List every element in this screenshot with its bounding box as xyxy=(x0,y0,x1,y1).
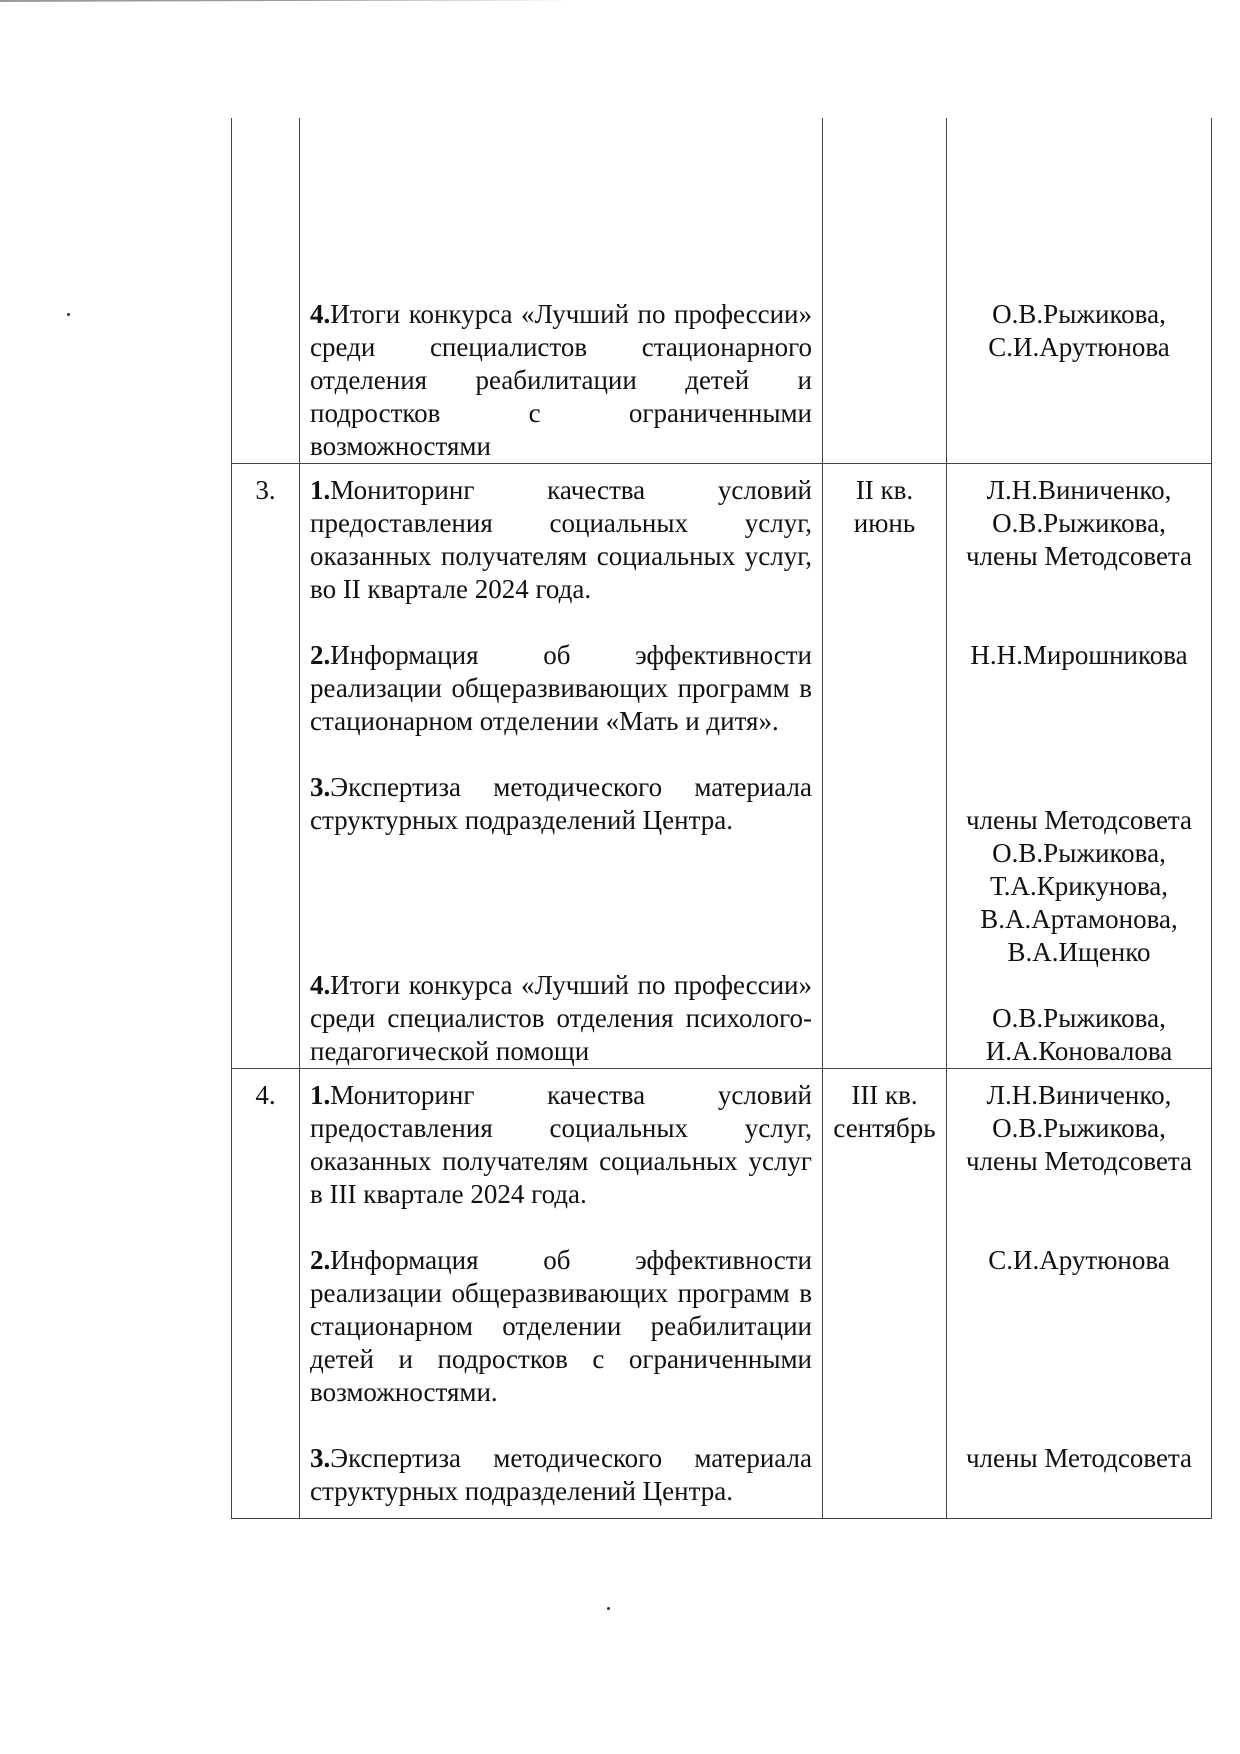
agenda-item-text: Итоги конкурса «Лучший по профессии» среди специалистов стационарного отделения реабилитации детей и подростков с ограниченными возможностями xyxy=(310,299,812,461)
responsible-line: Л.Н.Виниченко, xyxy=(986,475,1172,505)
agenda-item-text: Итоги конкурса «Лучший по профессии» среди специалистов отделения психолого-педагогической помощи xyxy=(310,970,812,1066)
term-month: сентябрь xyxy=(833,1113,936,1143)
spacer xyxy=(310,606,812,639)
scan-edge xyxy=(0,0,1240,6)
responsible-line: члены Методсовета xyxy=(965,1443,1193,1473)
agenda-item-text: Экспертиза методического материала структурных подразделений Центра. xyxy=(310,772,812,835)
agenda-item xyxy=(310,1079,812,1211)
agenda-cell xyxy=(300,464,823,1069)
row-number-cell xyxy=(232,1069,300,1519)
agenda-cell xyxy=(300,118,823,464)
table-row xyxy=(232,464,1212,1069)
responsible-line: члены Методсовета xyxy=(965,805,1193,835)
spacer xyxy=(951,1178,1207,1244)
responsible-line: О.В.Рыжикова, xyxy=(992,508,1166,538)
spacer xyxy=(310,1409,812,1442)
scan-speck xyxy=(67,313,70,316)
responsible-line: Т.А.Крикунова, xyxy=(989,871,1169,901)
table-row xyxy=(232,1069,1212,1519)
term-cell xyxy=(823,118,947,464)
spacer xyxy=(951,573,1207,639)
spacer xyxy=(951,1277,1207,1442)
agenda-item-number: 3. xyxy=(310,772,331,802)
agenda-item xyxy=(310,298,812,463)
agenda-item xyxy=(310,474,812,606)
responsible-line: Н.Н.Мирошникова xyxy=(970,640,1188,670)
term-quarter: III кв. xyxy=(851,1080,918,1110)
agenda-item-number: 4. xyxy=(310,970,331,1000)
agenda-item-text: Мониторинг качества условий предоставления социальных услуг, оказанных получателям социальных услуг, во II квартале 2024 года. xyxy=(310,475,812,604)
blank-space xyxy=(310,128,812,298)
agenda-item-number: 1. xyxy=(310,475,331,505)
agenda-item-text: Информация об эффективности реализации общеразвивающих программ в стационарном отделении «Мать и дитя». xyxy=(310,640,812,736)
spacer xyxy=(951,969,1207,1002)
spacer xyxy=(951,672,1207,804)
agenda-item-text: Информация об эффективности реализации общеразвивающих программ в стационарном отделении реабилитации детей и подростков с ограниченными возможностями. xyxy=(310,1245,812,1407)
responsible-line: И.А.Коновалова xyxy=(985,1036,1173,1066)
scan-speck xyxy=(607,1607,610,1610)
agenda-item xyxy=(310,969,812,1068)
agenda-item xyxy=(310,1442,812,1508)
agenda-item-number: 4. xyxy=(310,299,331,329)
spacer xyxy=(310,837,812,969)
row-number-cell xyxy=(232,118,300,464)
term-quarter: II кв. xyxy=(855,475,914,505)
agenda-item xyxy=(310,639,812,738)
agenda-item xyxy=(310,1244,812,1409)
agenda-item-text: Мониторинг качества условий предоставления социальных услуг, оказанных получателям социальных услуг в III квартале 2024 года. xyxy=(310,1080,812,1209)
row-number: 4. xyxy=(255,1080,276,1110)
responsible-line: О.В.Рыжикова, xyxy=(992,1113,1166,1143)
methodical-council-plan-table xyxy=(231,118,1212,1519)
responsible-cell xyxy=(947,464,1212,1069)
term-cell xyxy=(823,464,947,1069)
row-number-cell xyxy=(232,464,300,1069)
agenda-item-number: 2. xyxy=(310,1245,331,1275)
agenda-item-text: Экспертиза методического материала структурных подразделений Центра. xyxy=(310,1443,812,1506)
blank-space xyxy=(951,128,1207,298)
responsible-line: члены Методсовета xyxy=(965,541,1193,571)
responsible-line: В.А.Ищенко xyxy=(1007,937,1151,967)
agenda-item-number: 2. xyxy=(310,640,331,670)
agenda-item-number: 1. xyxy=(310,1080,331,1110)
term-month: июнь xyxy=(853,508,916,538)
row-number: 3. xyxy=(255,475,276,505)
spacer xyxy=(310,738,812,771)
responsible-line: О.В.Рыжикова, xyxy=(992,299,1166,329)
table-row xyxy=(232,118,1212,464)
term-cell xyxy=(823,1069,947,1519)
responsible-line: С.И.Арутюнова xyxy=(988,332,1170,362)
responsible-line: В.А.Артамонова, xyxy=(980,904,1178,934)
agenda-item xyxy=(310,771,812,837)
responsible-line: О.В.Рыжикова, xyxy=(992,838,1166,868)
responsible-line: члены Методсовета xyxy=(965,1146,1193,1176)
responsible-line: С.И.Арутюнова xyxy=(988,1245,1170,1275)
responsible-line: О.В.Рыжикова, xyxy=(992,1003,1166,1033)
spacer xyxy=(310,1211,812,1244)
responsible-cell xyxy=(947,118,1212,464)
agenda-item-number: 3. xyxy=(310,1443,331,1473)
responsible-cell xyxy=(947,1069,1212,1519)
agenda-cell xyxy=(300,1069,823,1519)
responsible-line: Л.Н.Виниченко, xyxy=(986,1080,1172,1110)
